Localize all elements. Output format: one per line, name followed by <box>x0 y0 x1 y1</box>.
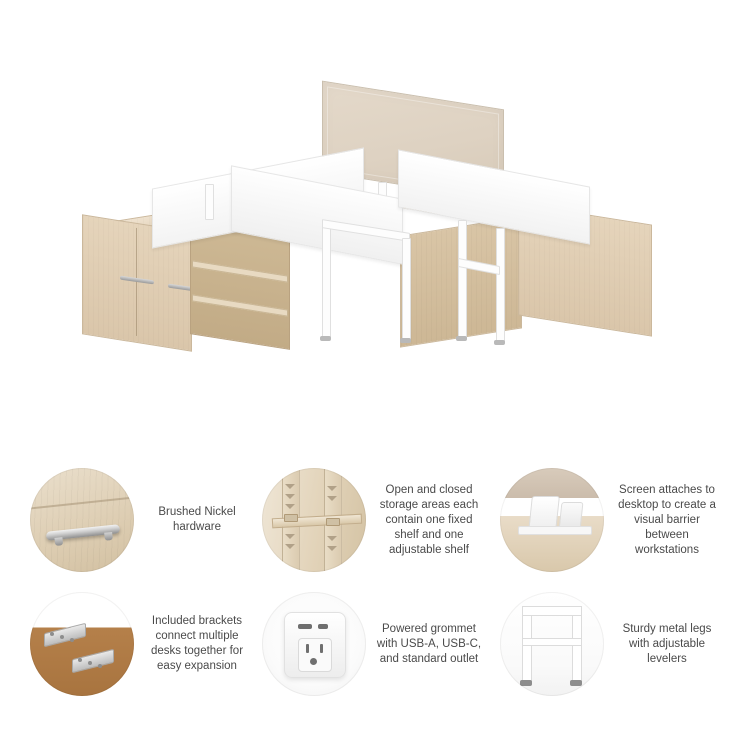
metal-leg-leveler-closeup-icon <box>500 592 604 696</box>
leg-back-left <box>205 184 214 220</box>
leg-foot-right-b <box>494 340 505 345</box>
feature-caption: Powered grommet with USB-A, USB-C, and standard outlet <box>376 622 482 665</box>
leg-front-left <box>322 226 331 338</box>
leg-right-a <box>458 220 467 338</box>
feature-brushed-nickel-hardware <box>30 468 250 572</box>
adjustable-shelf-pegs-closeup-icon <box>262 468 366 572</box>
feature-caption: Brushed Nickel hardware <box>158 506 236 533</box>
feature-powered-grommet <box>262 592 482 696</box>
leg-foot-center <box>400 338 411 343</box>
workstation-scene <box>60 60 700 380</box>
leg-foot-right-a <box>456 336 467 341</box>
feature-caption: Included brackets connect multiple desks together for easy expansion <box>150 615 244 672</box>
cabinet-door-handle-closeup-icon <box>30 468 134 572</box>
connector-brackets-closeup-icon <box>30 592 134 696</box>
leg-front-center <box>402 238 411 340</box>
screen-mounting-bracket-closeup-icon <box>500 468 604 572</box>
feature-caption: Screen attaches to desktop to create a visual barrier between workstations <box>618 483 716 556</box>
left-open-shelving <box>190 224 290 350</box>
feature-screen-attachment <box>500 468 720 572</box>
feature-callout-grid <box>0 452 750 750</box>
feature-open-and-closed-storage <box>262 468 482 572</box>
leg-right-b <box>496 228 505 342</box>
feature-sturdy-metal-legs <box>500 592 720 696</box>
feature-included-brackets <box>30 592 250 696</box>
leg-foot-left <box>320 336 331 341</box>
feature-caption: Sturdy metal legs with adjustable levelers <box>622 622 712 665</box>
feature-caption: Open and closed storage areas each contain one fixed shelf and one adjustable shelf <box>379 483 479 556</box>
power-grommet-closeup-icon <box>262 592 366 696</box>
